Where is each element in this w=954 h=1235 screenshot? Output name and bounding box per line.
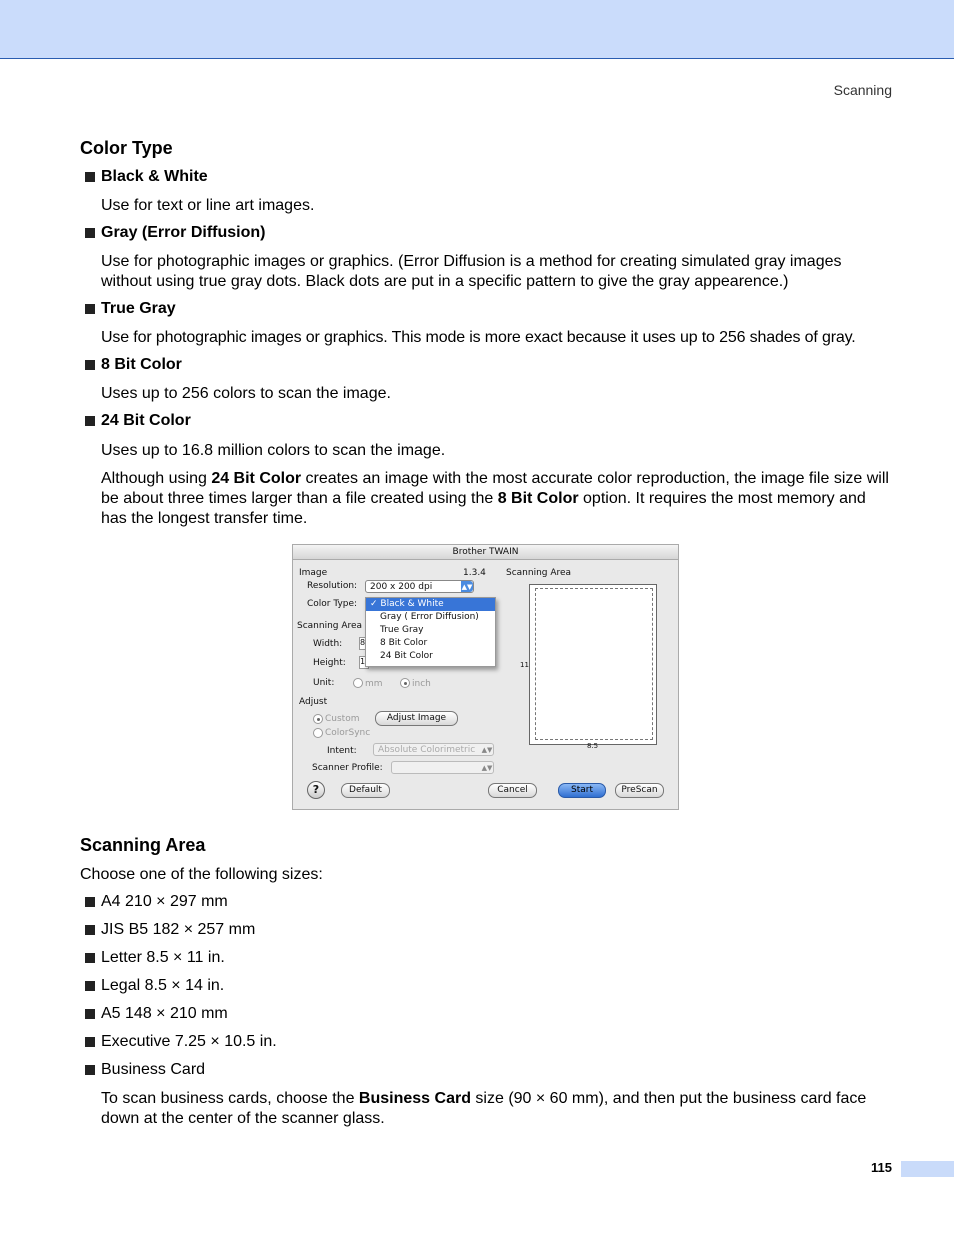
popup-arrows-icon: ▲▼ xyxy=(481,764,493,772)
cancel-button[interactable]: Cancel xyxy=(488,783,537,798)
color-type-menu xyxy=(365,597,496,667)
bullet-square-icon xyxy=(85,897,95,907)
resolution-select[interactable]: 200 x 200 dpi ▲▼ xyxy=(365,580,474,593)
unit-inch-label: inch xyxy=(412,679,431,689)
running-head: Scanning xyxy=(833,82,892,98)
resolution-label: Resolution: xyxy=(307,581,358,591)
desc-8-bit-color: Uses up to 256 colors to scan the image. xyxy=(101,385,391,402)
unit-inch-radio[interactable] xyxy=(400,678,410,688)
footer-band xyxy=(901,1161,954,1177)
color-type-label: Color Type: xyxy=(307,599,358,609)
adjust-label: Adjust xyxy=(299,697,328,707)
size-item: A5 148 × 210 mm xyxy=(85,1005,228,1023)
popup-arrows-icon: ▲▼ xyxy=(481,746,493,754)
menu-item-true-gray[interactable]: True Gray xyxy=(380,625,424,635)
color-type-heading: Color Type xyxy=(80,138,173,158)
menu-item-24-bit-color[interactable]: 24 Bit Color xyxy=(380,651,433,661)
menu-item-8-bit-color[interactable]: 8 Bit Color xyxy=(380,638,428,648)
custom-radio[interactable] xyxy=(313,714,323,724)
colorsync-radio[interactable] xyxy=(313,728,323,738)
bullet-square-icon xyxy=(85,1009,95,1019)
scanner-profile-select[interactable] xyxy=(391,761,494,774)
bullet-square-icon xyxy=(85,416,95,426)
bullet-gray-error-diffusion: Gray (Error Diffusion) xyxy=(85,224,265,242)
size-item: JIS B5 182 × 257 mm xyxy=(85,921,255,939)
scanning-area-preview-label: Scanning Area xyxy=(506,568,572,578)
scanning-area-group-label: Scanning Area xyxy=(297,621,363,631)
width-field[interactable]: 8 xyxy=(359,637,369,650)
preview-height-label: 11 xyxy=(520,661,529,669)
image-label: Image xyxy=(299,568,328,578)
popup-arrows-icon: ▲▼ xyxy=(461,583,473,591)
desc-true-gray: Use for photographic images or graphics. This mode is more exact because it uses up to 256 shades of gray. xyxy=(101,329,856,346)
unit-mm-label: mm xyxy=(365,679,383,689)
bullet-true-gray: True Gray xyxy=(85,300,176,318)
bullet-square-icon xyxy=(85,953,95,963)
bullet-square-icon xyxy=(85,925,95,935)
custom-label: Custom xyxy=(325,714,360,724)
check-icon: ✓ xyxy=(370,599,378,609)
color-depth-note: Although using 24 Bit Color creates an image with the most accurate color reproduction, the image file size will be about three times larger than a file created using the 8 Bit Color option. It requires the most memory and has the longest transfer time. xyxy=(101,470,889,527)
bullet-black-white: Black & White xyxy=(85,168,208,186)
intent-select[interactable]: Absolute Colorimetric ▲▼ xyxy=(373,743,494,756)
menu-item-gray-error-diffusion[interactable]: Gray ( Error Diffusion) xyxy=(380,612,479,622)
brother-twain-dialog xyxy=(292,544,679,810)
bullet-square-icon xyxy=(85,981,95,991)
colorsync-label: ColorSync xyxy=(325,728,371,738)
preview-width-label: 8.5 xyxy=(587,742,599,750)
default-button[interactable]: Default xyxy=(341,783,390,798)
desc-24-bit-color: Uses up to 16.8 million colors to scan the image. xyxy=(101,442,446,459)
intent-label: Intent: xyxy=(327,746,357,756)
bullet-24-bit-color: 24 Bit Color xyxy=(85,412,191,430)
desc-gray-error-diffusion: Use for photographic images or graphics. (Error Diffusion is a method for creating simulated gray images without using true gray dots. Black dots are put in a specific pattern to give the gray appearence.) xyxy=(101,253,842,290)
unit-label: Unit: xyxy=(313,678,335,688)
bullet-square-icon xyxy=(85,172,95,182)
desc-black-white: Use for text or line art images. xyxy=(101,197,315,214)
scanning-area-heading: Scanning Area xyxy=(80,835,206,855)
width-label: Width: xyxy=(313,639,343,649)
scanning-area-preview[interactable] xyxy=(529,584,657,745)
bullet-square-icon xyxy=(85,304,95,314)
scanning-area-intro: Choose one of the following sizes: xyxy=(80,866,323,883)
version-label: 1.3.4 xyxy=(463,568,486,578)
height-label: Height: xyxy=(313,658,346,668)
bullet-square-icon xyxy=(85,228,95,238)
business-card-note: To scan business cards, choose the Business Card size (90 × 60 mm), and then put the business card face down at the center of the scanner glass. xyxy=(101,1090,867,1127)
help-button[interactable]: ? xyxy=(307,781,325,799)
page-number: 115 xyxy=(871,1160,892,1175)
dialog-title: Brother TWAIN xyxy=(293,545,678,560)
menu-item-black-white[interactable]: ✓ Black & White xyxy=(366,598,495,611)
size-item: Legal 8.5 × 14 in. xyxy=(85,977,224,995)
header-band xyxy=(0,0,954,59)
prescan-button[interactable]: PreScan xyxy=(615,783,664,798)
start-button[interactable]: Start xyxy=(558,783,606,798)
adjust-image-button[interactable]: Adjust Image xyxy=(375,711,458,726)
scanner-profile-label: Scanner Profile: xyxy=(312,763,383,773)
bullet-square-icon xyxy=(85,1037,95,1047)
size-item: Business Card xyxy=(85,1061,205,1079)
unit-mm-radio[interactable] xyxy=(353,678,363,688)
size-item: A4 210 × 297 mm xyxy=(85,893,228,911)
bullet-square-icon xyxy=(85,360,95,370)
bullet-square-icon xyxy=(85,1065,95,1075)
bullet-8-bit-color: 8 Bit Color xyxy=(85,356,182,374)
height-field[interactable]: 1 xyxy=(359,656,369,669)
size-item: Letter 8.5 × 11 in. xyxy=(85,949,225,967)
scan-region-outline[interactable] xyxy=(535,588,653,740)
size-item: Executive 7.25 × 10.5 in. xyxy=(85,1033,277,1051)
